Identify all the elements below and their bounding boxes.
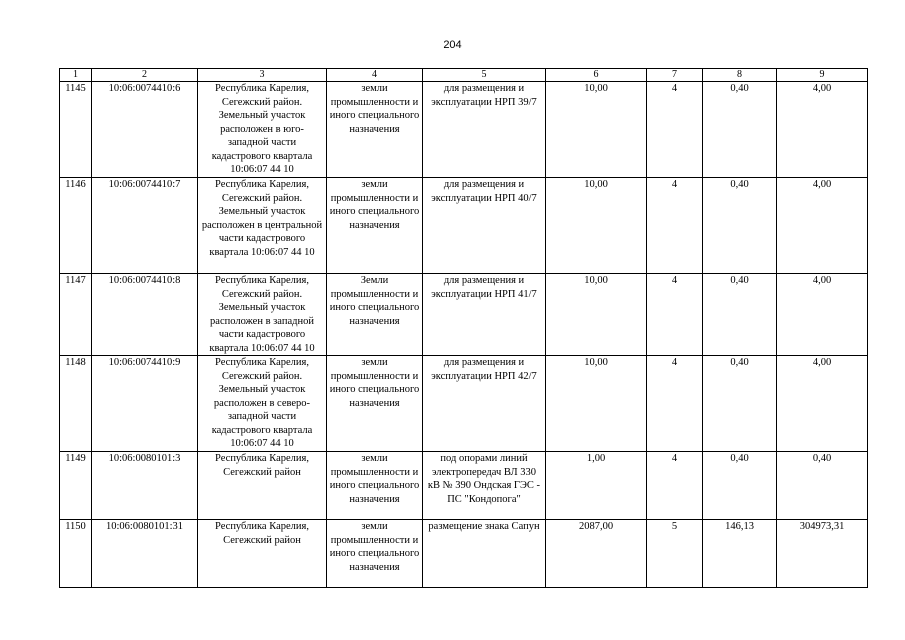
table-row: [60, 82, 868, 178]
table-row: [60, 520, 868, 588]
table-row: [60, 274, 868, 356]
land-category: земли промышленности и иного специального назначения: [327, 178, 423, 274]
column-header: 1: [60, 69, 92, 82]
column-header: 3: [198, 69, 327, 82]
location: Республика Карелия, Сегежский район. Земельный участок расположен в западной части кадастрового квартала 10:06:07 44 10: [198, 274, 327, 356]
location: Республика Карелия, Сегежский район. Земельный участок расположен в центральной части кадастрового квартала 10:06:07 44 10: [198, 178, 327, 274]
column-7-value: 4: [647, 178, 703, 274]
area-value: 1,00: [546, 452, 647, 520]
usage-purpose: для размещения и эксплуатации НРП 41/7: [423, 274, 546, 356]
column-9-value: 4,00: [777, 82, 868, 178]
land-category: земли промышленности и иного специального назначения: [327, 356, 423, 452]
column-8-value: 0,40: [703, 452, 777, 520]
cadastral-number: 10:06:0074410:6: [92, 82, 198, 178]
cadastral-number: 10:06:0074410:8: [92, 274, 198, 356]
table-row: [60, 356, 868, 452]
land-category: земли промышленности и иного специального назначения: [327, 452, 423, 520]
row-number: 1149: [60, 452, 92, 520]
location: Республика Карелия, Сегежский район: [198, 520, 327, 588]
location: Республика Карелия, Сегежский район. Земельный участок расположен в северо-западной части кадастрового квартала 10:06:07 44 10: [198, 356, 327, 452]
column-header: 9: [777, 69, 868, 82]
cadastral-number: 10:06:0080101:31: [92, 520, 198, 588]
area-value: 10,00: [546, 356, 647, 452]
cadastral-number: 10:06:0074410:7: [92, 178, 198, 274]
column-7-value: 4: [647, 274, 703, 356]
column-header: 5: [423, 69, 546, 82]
usage-purpose: для размещения и эксплуатации НРП 39/7: [423, 82, 546, 178]
column-header: 6: [546, 69, 647, 82]
column-9-value: 0,40: [777, 452, 868, 520]
row-number: 1147: [60, 274, 92, 356]
location: Республика Карелия, Сегежский район: [198, 452, 327, 520]
column-8-value: 0,40: [703, 178, 777, 274]
column-7-value: 4: [647, 356, 703, 452]
row-number: 1148: [60, 356, 92, 452]
column-8-value: 0,40: [703, 82, 777, 178]
row-number: 1145: [60, 82, 92, 178]
column-9-value: 304973,31: [777, 520, 868, 588]
column-8-value: 0,40: [703, 274, 777, 356]
table-header-row: [60, 69, 868, 82]
cadastral-number: 10:06:0074410:9: [92, 356, 198, 452]
area-value: 10,00: [546, 178, 647, 274]
land-category: Земли промышленности и иного специального назначения: [327, 274, 423, 356]
area-value: 10,00: [546, 82, 647, 178]
column-9-value: 4,00: [777, 274, 868, 356]
area-value: 10,00: [546, 274, 647, 356]
usage-purpose: под опорами линий электропередач ВЛ 330 кВ № 390 Ондская ГЭС - ПС "Кондопога": [423, 452, 546, 520]
location: Республика Карелия, Сегежский район. Земельный участок расположен в юго-западной части кадастрового квартала 10:06:07 44 10: [198, 82, 327, 178]
table-row: [60, 178, 868, 274]
column-header: 2: [92, 69, 198, 82]
column-header: 4: [327, 69, 423, 82]
area-value: 2087,00: [546, 520, 647, 588]
column-header: 8: [703, 69, 777, 82]
column-7-value: 4: [647, 452, 703, 520]
usage-purpose: размещение знака Сапун: [423, 520, 546, 588]
column-header: 7: [647, 69, 703, 82]
row-number: 1146: [60, 178, 92, 274]
row-number: 1150: [60, 520, 92, 588]
column-8-value: 146,13: [703, 520, 777, 588]
column-7-value: 5: [647, 520, 703, 588]
usage-purpose: для размещения и эксплуатации НРП 40/7: [423, 178, 546, 274]
usage-purpose: для размещения и эксплуатации НРП 42/7: [423, 356, 546, 452]
table-row: [60, 452, 868, 520]
land-plots-table: [59, 68, 868, 588]
land-category: земли промышленности и иного специального назначения: [327, 520, 423, 588]
cadastral-number: 10:06:0080101:3: [92, 452, 198, 520]
land-category: земли промышленности и иного специального назначения: [327, 82, 423, 178]
column-8-value: 0,40: [703, 356, 777, 452]
page-number: 204: [443, 39, 462, 51]
column-9-value: 4,00: [777, 356, 868, 452]
column-9-value: 4,00: [777, 178, 868, 274]
column-7-value: 4: [647, 82, 703, 178]
